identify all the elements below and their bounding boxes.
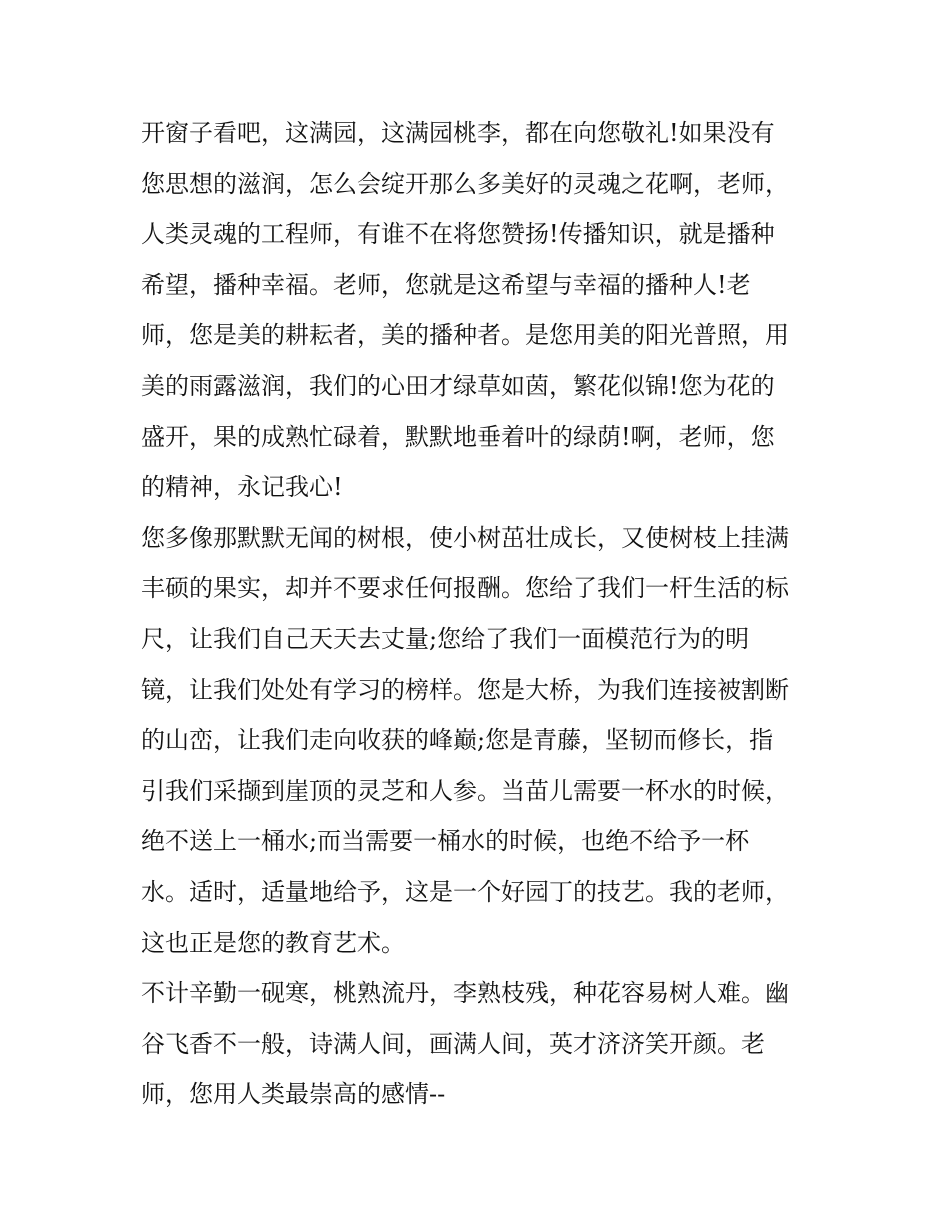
text-line: 谷飞香不一般，诗满人间，画满人间，英才济济笑开颜。老 [141,1029,765,1058]
text-line: 您多像那默默无闻的树根，使小树茁壮成长，又使树枝上挂满 [141,523,789,552]
text-line: 的精神，永记我心! [141,473,343,502]
document-body [141,108,821,1120]
paragraph-1 [141,108,821,513]
text-line: 丰硕的果实，却并不要求任何报酬。您给了我们一杆生活的标 [141,574,789,603]
text-line: 引我们采撷到崖顶的灵芝和人参。当苗儿需要一杯水的时候， [141,776,789,805]
text-line: 人类灵魂的工程师，有谁不在将您赞扬!传播知识，就是播种 [141,220,775,249]
text-line: 您思想的滋润，怎么会绽开那么多美好的灵魂之花啊，老师， [141,169,789,198]
text-line: 师，您是美的耕耘者，美的播种者。是您用美的阳光普照，用 [141,321,789,350]
text-line: 水。适时，适量地给予，这是一个好园丁的技艺。我的老师， [141,877,789,906]
text-line: 这也正是您的教育艺术。 [141,928,405,957]
text-line: 盛开，果的成熟忙碌着，默默地垂着叶的绿荫!啊，老师，您 [141,422,775,451]
text-line: 开窗子看吧，这满园，这满园桃李，都在向您敬礼!如果没有 [141,119,775,147]
text-line: 美的雨露滋润，我们的心田才绿草如茵，繁花似锦!您为花的 [141,371,775,400]
paragraph-3 [141,968,821,1120]
text-line: 师，您用人类最崇高的感情-- [141,1080,446,1109]
text-line: 绝不送上一桶水;而当需要一桶水的时候，也绝不给予一杯 [141,827,750,856]
text-line: 不计辛勤一砚寒，桃熟流丹，李熟枝残，种花容易树人难。幽 [141,979,789,1008]
text-line: 的山峦，让我们走向收获的峰巅;您是青藤，坚韧而修长，指 [141,726,774,755]
paragraph-2 [141,513,821,968]
text-line: 希望，播种幸福。老师，您就是这希望与幸福的播种人!老 [141,270,751,299]
text-line: 尺，让我们自己天天去丈量;您给了我们一面模范行为的明 [141,624,750,653]
text-line: 镜，让我们处处有学习的榜样。您是大桥，为我们连接被割断 [141,675,789,704]
